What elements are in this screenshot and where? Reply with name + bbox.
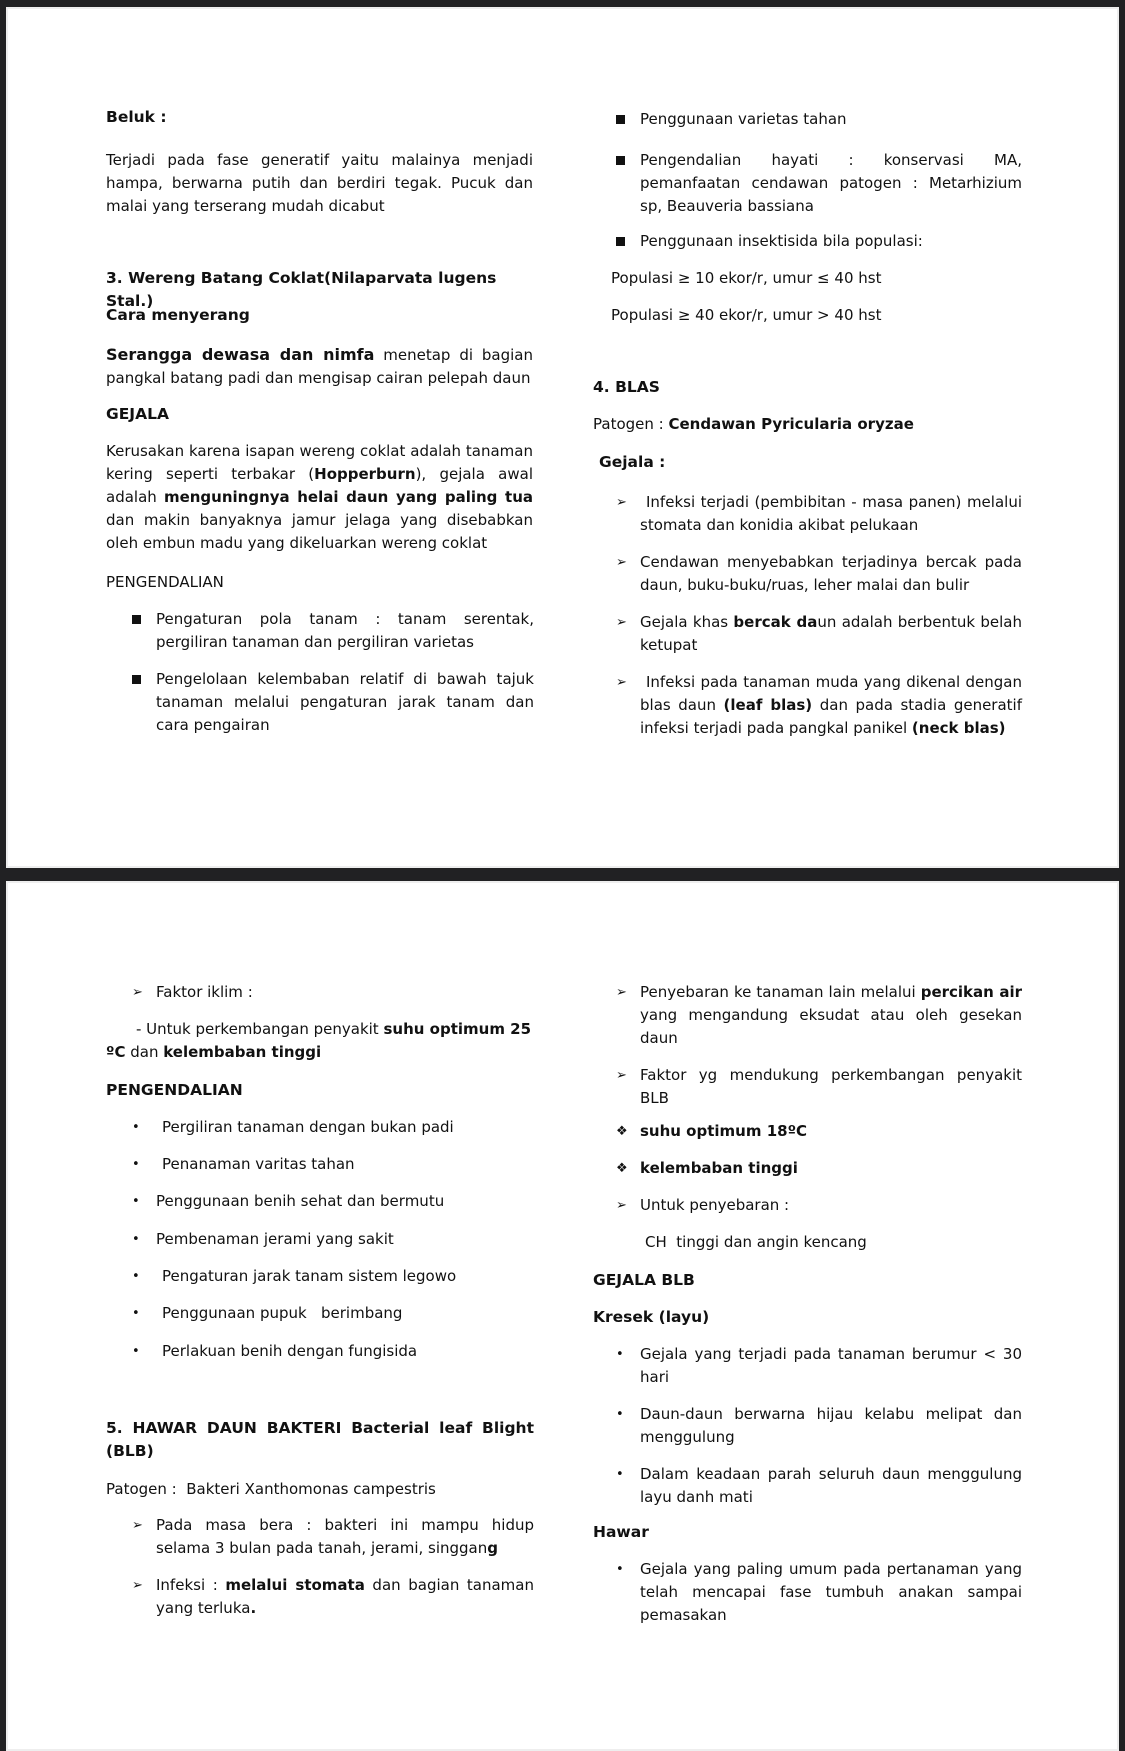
list-item-text (640, 671, 1022, 740)
square-bullet-icon (132, 675, 141, 684)
gejala-text-2: ), gejala awal adalah (106, 465, 533, 506)
cara-bold-text: Serangga dewasa dan nimfa (106, 345, 375, 364)
hopperburn-text: Hopperburn (314, 465, 416, 483)
diamond-bullet-icon: ❖ (616, 1161, 628, 1176)
list-item-text: Pengaturan jarak tanam sistem legowo (162, 1267, 457, 1285)
arrow-bullet-icon: ➢ (616, 555, 627, 570)
text: Pada masa bera : bakteri ini mampu hidup selama 3 bulan pada tanah, jerami, singgan (156, 1516, 534, 1557)
arrow-bullet-icon: ➢ (616, 985, 627, 1000)
list-item-text: Infeksi terjadi (pembibitan - masa panen) melalui stomata dan konidia akibat pelukaan (640, 493, 1022, 534)
dot-bullet-icon: • (132, 1269, 140, 1284)
list-item-text: Penggunaan pupuk berimbang (162, 1304, 403, 1322)
text: Infeksi : (156, 1576, 226, 1594)
cara-text: menetap di bagian pangkal batang padi dan mengisap cairan pelepah daun (106, 346, 533, 387)
list-item-text: Daun-daun berwarna hijau kelabu melipat dan menggulung (640, 1405, 1022, 1446)
dot-bullet-icon: • (132, 1120, 140, 1135)
beluk-heading: Beluk : (106, 108, 167, 126)
list-item-text (640, 981, 1022, 1050)
arrow-bullet-icon: ➢ (616, 675, 627, 690)
pengendalian-heading: PENGENDALIAN (106, 1081, 243, 1099)
arrow-bullet-icon: ➢ (132, 1578, 143, 1593)
patogen-value: Cendawan Pyricularia oryzae (668, 415, 914, 433)
gejala-bold-text: menguningnya helai daun yang paling tua (163, 488, 533, 506)
gejala-text-1: Kerusakan karena isapan wereng coklat adalah tanaman kering seperti terbakar ( (106, 442, 533, 483)
text: Gejala khas (640, 613, 734, 631)
list-item-text: Pengaturan pola tanam : tanam serentak, pergiliran tanaman dan pergiliran varietas (156, 610, 534, 651)
dot-bullet-icon: • (616, 1562, 624, 1577)
bold-text: g (487, 1539, 499, 1557)
section-3-heading: 3. Wereng Batang Coklat(Nilaparvata lugens Stal.) (106, 269, 497, 310)
dot-bullet-icon: • (132, 1306, 140, 1321)
square-bullet-icon (132, 615, 141, 624)
bold-text: melalui stomata (225, 1576, 365, 1594)
hawar-heading: Hawar (593, 1523, 649, 1541)
bold-text: kelembaban tinggi (163, 1043, 322, 1061)
list-item-text (156, 1514, 534, 1560)
bold-text: (neck blas) (911, 719, 1006, 737)
pengendalian-heading: PENGENDALIAN (106, 573, 224, 591)
list-item-text: Penggunaan varietas tahan (640, 110, 847, 128)
cara-menyerang-paragraph (106, 343, 533, 390)
section-4-heading: 4. BLAS (593, 378, 660, 396)
populasi-line-2: Populasi ≥ 40 ekor/r, umur > 40 hst (611, 306, 882, 324)
list-item-text: Pergiliran tanaman dengan bukan padi (162, 1118, 454, 1136)
document-page-1 (6, 7, 1119, 868)
bold-text: (leaf blas) (723, 696, 813, 714)
text: Penyebaran ke tanaman lain melalui (640, 983, 921, 1001)
beluk-paragraph: Terjadi pada fase generatif yaitu malainya menjadi hampa, berwarna putih dan berdiri tegak. Pucuk dan malai yang terserang mudah dicabut (106, 151, 533, 215)
blas-patogen (593, 413, 914, 436)
list-item-text (156, 1574, 534, 1620)
text: un adalah berbentuk belah ketupat (640, 613, 1022, 654)
list-item-text (640, 611, 1022, 657)
list-item-text: Pembenaman jerami yang sakit (156, 1230, 394, 1248)
gejala-text-3: dan makin banyaknya jamur jelaga yang disebabkan oleh embun madu yang dikeluarkan wereng coklat (106, 511, 533, 552)
list-item-text: kelembaban tinggi (640, 1159, 798, 1177)
dot-bullet-icon: • (132, 1194, 140, 1209)
blb-patogen: Patogen : Bakteri Xanthomonas campestris (106, 1480, 436, 1498)
dot-bullet-icon: • (616, 1347, 624, 1362)
dot-bullet-icon: • (132, 1232, 140, 1247)
square-bullet-icon (616, 115, 625, 124)
list-item-text: Gejala yang terjadi pada tanaman berumur < 30 hari (640, 1345, 1022, 1386)
populasi-line-1: Populasi ≥ 10 ekor/r, umur ≤ 40 hst (611, 269, 882, 287)
list-item-text: Penggunaan benih sehat dan bermutu (156, 1192, 445, 1210)
blas-gejala-heading: Gejala : (599, 453, 666, 471)
bold-text: suhu optimum 25 ºC (106, 1020, 532, 1061)
arrow-bullet-icon: ➢ (132, 985, 143, 1000)
gejala-blb-heading: GEJALA BLB (593, 1271, 695, 1289)
bold-text: percikan air (920, 983, 1022, 1001)
list-item-text: Pengendalian hayati : konservasi MA, pemanfaatan cendawan patogen : Metarhizium sp, Beauveria bassiana (640, 151, 1022, 215)
patogen-label: Patogen : (593, 415, 669, 433)
gejala-heading: GEJALA (106, 405, 169, 423)
text: dan bagian tanaman yang terluka (156, 1576, 534, 1617)
list-item-text: Faktor iklim : (156, 983, 253, 1001)
text: Infeksi pada tanaman muda yang dikenal dengan blas daun (640, 673, 1022, 714)
list-item-text: Cendawan menyebabkan terjadinya bercak pada daun, buku-buku/ruas, leher malai dan bulir (640, 553, 1022, 594)
text: - Untuk perkembangan penyakit (136, 1020, 384, 1038)
arrow-bullet-icon: ➢ (616, 1198, 627, 1213)
bold-text: bercak da (733, 613, 818, 631)
list-item-text: suhu optimum 18ºC (640, 1122, 808, 1140)
list-item-text: Faktor yg mendukung perkembangan penyakit BLB (640, 1066, 1022, 1107)
kresek-heading: Kresek (layu) (593, 1308, 710, 1326)
square-bullet-icon (616, 156, 625, 165)
list-item-text: Pengelolaan kelembaban relatif di bawah tajuk tanaman melalui pengaturan jarak tanam dan cara pengairan (156, 670, 534, 734)
square-bullet-icon (616, 237, 625, 246)
arrow-bullet-icon: ➢ (132, 1518, 143, 1533)
dot-bullet-icon: • (616, 1467, 624, 1482)
arrow-bullet-icon: ➢ (616, 1068, 627, 1083)
document-page-2 (6, 881, 1119, 1751)
text: dan (125, 1043, 164, 1061)
dot-bullet-icon: • (132, 1157, 140, 1172)
list-item-text: Penggunaan insektisida bila populasi: (640, 232, 923, 250)
arrow-bullet-icon: ➢ (616, 615, 627, 630)
bold-text: . (250, 1599, 257, 1617)
ch-line: CH tinggi dan angin kencang (645, 1233, 867, 1251)
list-item-text: Dalam keadaan parah seluruh daun menggulung layu danh mati (640, 1465, 1022, 1506)
list-item-text: Perlakuan benih dengan fungisida (162, 1342, 418, 1360)
list-item-text: Gejala yang paling umum pada pertanaman yang telah mencapai fase tumbuh anakan sampai pemasakan (640, 1560, 1022, 1624)
list-item-text: Penanaman varitas tahan (162, 1155, 355, 1173)
text: dan pada stadia generatif infeksi terjadi pada pangkal panikel (640, 696, 1022, 737)
text: yang mengandung eksudat atau oleh gesekan daun (640, 1006, 1022, 1047)
dot-bullet-icon: • (616, 1407, 624, 1422)
faktor-iklim-detail (106, 1018, 546, 1064)
dot-bullet-icon: • (132, 1344, 140, 1359)
gejala-paragraph (106, 440, 533, 555)
list-item-text: Untuk penyebaran : (640, 1196, 790, 1214)
cara-menyerang-heading: Cara menyerang (106, 306, 250, 324)
section-5-heading: 5. HAWAR DAUN BAKTERI Bacterial leaf Blight (BLB) (106, 1419, 534, 1460)
arrow-bullet-icon: ➢ (616, 495, 627, 510)
diamond-bullet-icon: ❖ (616, 1124, 628, 1139)
